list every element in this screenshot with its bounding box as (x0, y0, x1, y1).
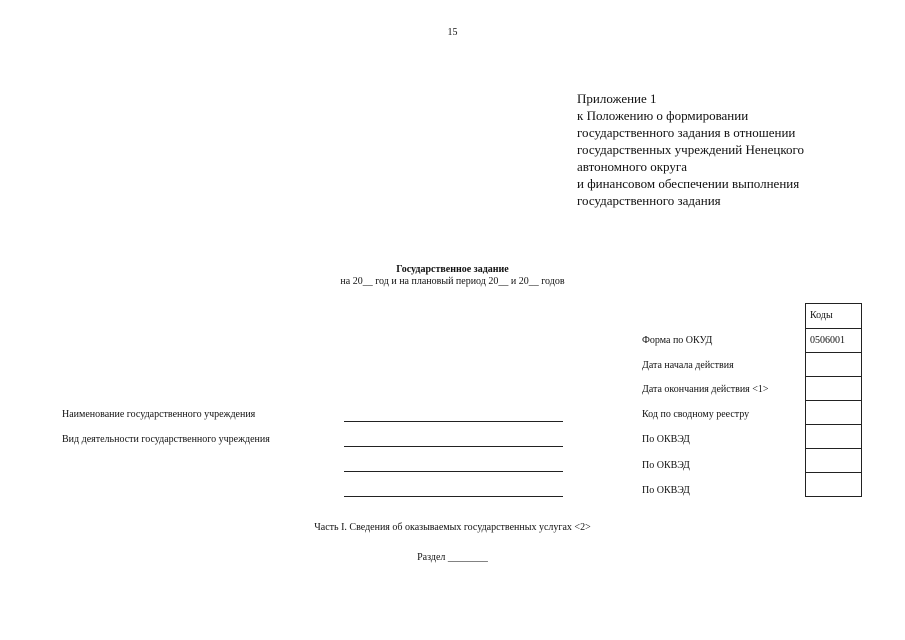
label-okud: Форма по ОКУД (642, 335, 713, 346)
codes-header: Коды (810, 310, 833, 321)
code-okud: 0506001 (806, 328, 861, 352)
document-title: Государственное задание (396, 264, 509, 275)
code-okved-3 (806, 472, 861, 496)
appendix-line: государственного задания (577, 193, 721, 208)
code-okved-1 (806, 424, 861, 448)
activity-type-field-extra[interactable] (344, 471, 563, 472)
appendix-line: государственных учреждений Ненецкого (577, 142, 804, 157)
label-end-date: Дата окончания действия <1> (642, 384, 769, 395)
label-okved: По ОКВЭД (642, 460, 690, 471)
institution-name-field[interactable] (344, 421, 563, 422)
section-label: Раздел ________ (417, 552, 488, 563)
appendix-line: Приложение 1 (577, 91, 657, 106)
document-subtitle: на 20__ год и на плановый период 20__ и 20__ годов (340, 276, 565, 287)
appendix-line: к Положению о формировании (577, 108, 749, 123)
codes-table (805, 303, 862, 497)
label-okved: По ОКВЭД (642, 485, 690, 496)
appendix-line: и финансовом обеспечении выполнения (577, 176, 800, 191)
code-registry (806, 400, 861, 424)
label-start-date: Дата начала действия (642, 360, 734, 371)
label-registry-code: Код по сводному реестру (642, 409, 750, 420)
part-heading: Часть I. Сведения об оказываемых государственных услугах <2> (314, 522, 591, 533)
label-activity-type: Вид деятельности государственного учреждения (62, 434, 270, 445)
label-institution-name: Наименование государственного учреждения (62, 409, 256, 420)
appendix-note (577, 90, 804, 209)
code-okved-2 (806, 448, 861, 472)
activity-type-field[interactable] (344, 446, 563, 447)
appendix-line: автономного округа (577, 159, 687, 174)
activity-type-field-extra[interactable] (344, 496, 563, 497)
code-start-date (806, 352, 861, 376)
page-number: 15 (447, 27, 458, 38)
label-okved: По ОКВЭД (642, 434, 690, 445)
appendix-line: государственного задания в отношении (577, 125, 796, 140)
code-end-date (806, 376, 861, 400)
